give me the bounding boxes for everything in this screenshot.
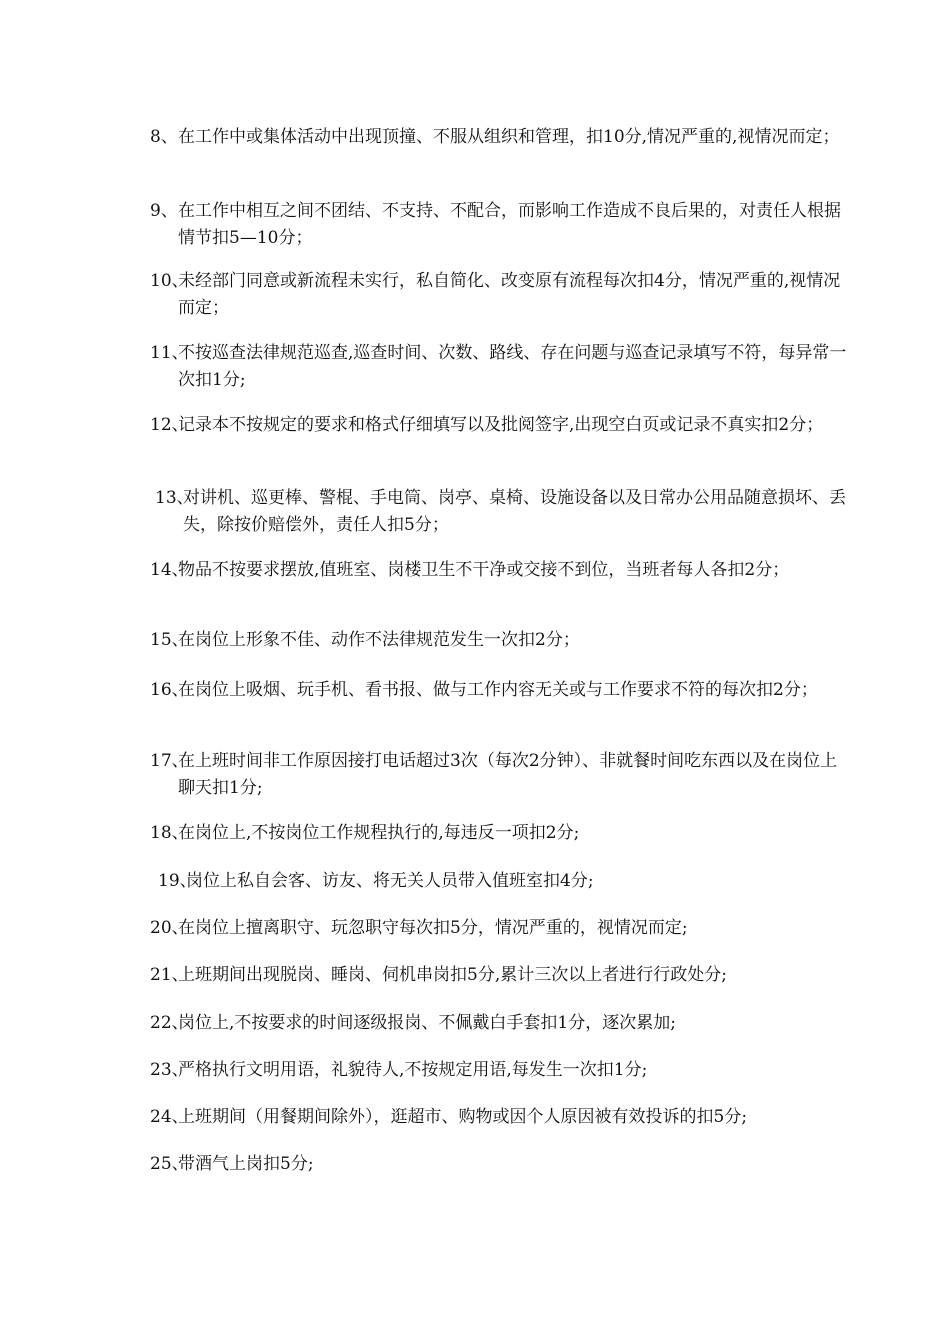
item-number: 16、	[150, 680, 189, 700]
list-item	[150, 820, 850, 847]
item-number: 8、	[150, 127, 178, 147]
item-number: 23、	[150, 1060, 189, 1080]
item-number: 10、	[150, 271, 189, 291]
item-text: 在岗位上形象不佳、动作不法律规范发生一次扣2分；	[178, 630, 580, 650]
item-text: 在上班时间非工作原因接打电话超过3次（每次2分钟）、非就餐时间吃东西以及在岗位上聊天扣1分;	[178, 751, 838, 798]
item-text: 在岗位上,不按岗位工作规程执行的,每违反一项扣2分;	[178, 823, 580, 843]
item-number: 9、	[150, 201, 178, 221]
item-text: 上班期间出现脱岗、睡岗、伺机串岗扣5分,累计三次以上者进行行政处分;	[178, 965, 727, 985]
item-number: 14、	[150, 560, 189, 580]
item-number: 12、	[150, 415, 189, 435]
item-text: 严格执行文明用语，礼貌待人,不按规定用语,每发生一次扣1分;	[178, 1060, 648, 1080]
item-number: 19、	[158, 871, 197, 891]
item-number: 24、	[150, 1107, 189, 1127]
list-item	[150, 124, 850, 151]
list-item	[150, 340, 850, 394]
item-text: 上班期间（用餐期间除外），逛超市、购物或因个人原因被有效投诉的扣5分;	[178, 1107, 748, 1127]
list-item	[150, 198, 850, 252]
item-text: 在岗位上吸烟、玩手机、看书报、做与工作内容无关或与工作要求不符的每次扣2分；	[178, 680, 818, 700]
item-number: 22、	[150, 1013, 189, 1033]
item-text: 未经部门同意或新流程未实行，私自简化、改变原有流程每次扣4分，情况严重的,视情况而定；	[178, 271, 841, 318]
list-item	[150, 412, 850, 439]
item-number: 11、	[150, 343, 189, 363]
item-text: 对讲机、巡更棒、警棍、手电筒、岗亭、桌椅、设施设备以及日常办公用品随意损坏、丢失，除按价赔偿外，责任人扣5分；	[183, 488, 846, 535]
item-number: 21、	[150, 965, 189, 985]
list-item	[155, 485, 850, 539]
item-number: 18、	[150, 823, 189, 843]
item-text: 岗位上私自会客、访友、将无关人员带入值班室扣4分;	[186, 871, 594, 891]
list-item	[150, 748, 850, 802]
item-number: 17、	[150, 751, 189, 771]
list-item	[158, 868, 850, 895]
item-text: 在岗位上擅离职守、玩忽职守每次扣5分，情况严重的，视情况而定;	[178, 918, 688, 938]
list-item	[150, 1104, 850, 1131]
item-text: 带酒气上岗扣5分;	[178, 1154, 314, 1174]
list-item	[150, 915, 850, 942]
list-item	[150, 1010, 850, 1037]
item-text: 记录本不按规定的要求和格式仔细填写以及批阅签字,出现空白页或记录不真实扣2分；	[178, 415, 824, 435]
list-item	[150, 1151, 850, 1178]
item-text: 在工作中或集体活动中出现顶撞、不服从组织和管理，扣10分,情况严重的,视情况而定；	[178, 127, 840, 147]
item-number: 20、	[150, 918, 189, 938]
list-item	[150, 1057, 850, 1084]
item-number: 15、	[150, 630, 189, 650]
list-item	[150, 677, 850, 704]
item-text: 在工作中相互之间不团结、不支持、不配合，而影响工作造成不良后果的，对责任人根据情节扣5—10分；	[178, 201, 841, 248]
list-item	[150, 557, 850, 584]
item-text: 岗位上,不按要求的时间逐级报岗、不佩戴白手套扣1分，逐次累加;	[178, 1013, 676, 1033]
item-number: 13、	[155, 488, 194, 508]
list-item	[150, 268, 850, 322]
list-item	[150, 962, 850, 989]
item-number: 25、	[150, 1154, 189, 1174]
item-text: 物品不按要求摆放,值班室、岗楼卫生不干净或交接不到位，当班者每人各扣2分；	[178, 560, 790, 580]
list-item	[150, 627, 850, 654]
item-text: 不按巡查法律规范巡查,巡查时间、次数、路线、存在问题与巡查记录填写不符，每异常一次扣1分;	[178, 343, 847, 390]
